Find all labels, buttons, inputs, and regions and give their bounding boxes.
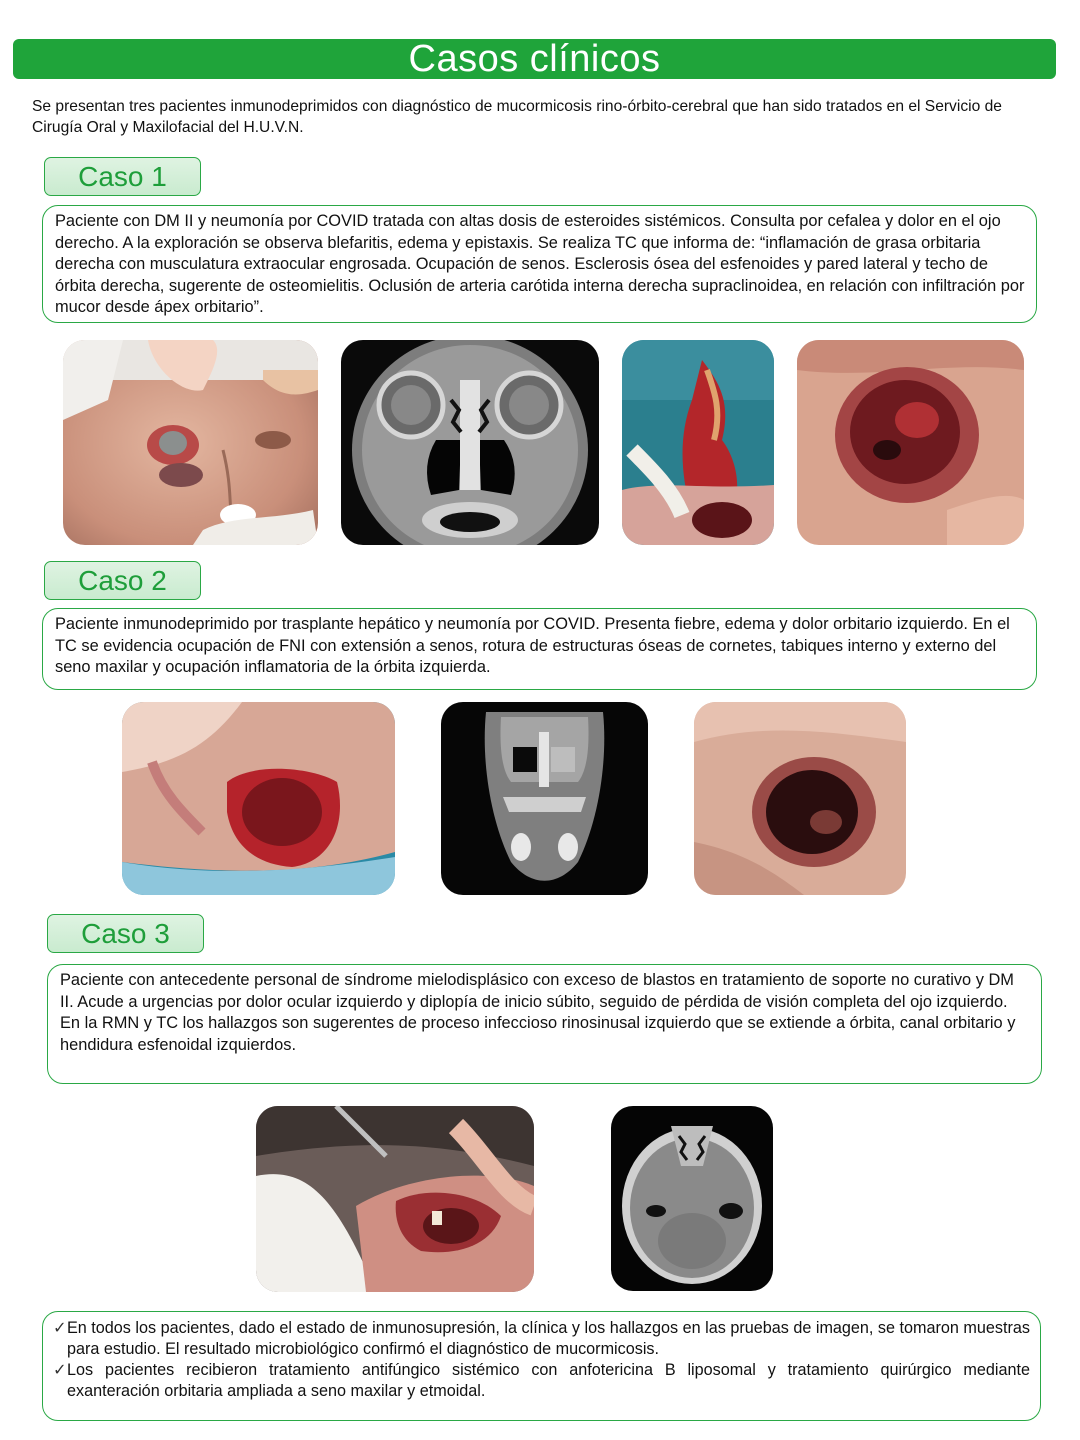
case-3-ct-scan xyxy=(611,1106,773,1291)
case-1-ct-scan xyxy=(341,340,599,545)
page-title: Casos clínicos xyxy=(13,39,1056,79)
conclusion-item xyxy=(53,1360,1030,1402)
conclusion-text: Los pacientes recibieron tratamiento antifúngico sistémico con anfotericina B liposomal y tratamiento quirúrgico mediante exanteración orbitaria ampliada a seno maxilar y etmoidal. xyxy=(67,1361,1030,1400)
case-3-surgery-photo xyxy=(256,1106,534,1292)
case-3-label: Caso 3 xyxy=(47,914,204,953)
check-icon: ✓ xyxy=(53,1319,67,1337)
case-1-label: Caso 1 xyxy=(44,157,201,196)
case-1-text: Paciente con DM II y neumonía por COVID tratada con altas dosis de esteroides sistémicos. Consulta por cefalea y dolor en el ojo derecho. A la exploración se observa blefaritis, edema y epistaxis. Se realiza TC que informa de: “inflamación de grasa orbitaria derecha con musculatura extraocular engrosada. Ocupación de senos. Esclerosis ósea del esfenoides y pared lateral y techo de órbita derecha, sugerente de osteomielitis. Oclusión de arteria carótida interna derecha supraclinoidea, en relación con infiltración por mucor desde ápex orbitario”. xyxy=(42,205,1037,323)
case-2-healed-photo xyxy=(694,702,906,895)
case-2-text: Paciente inmunodeprimido por trasplante hepático y neumonía por COVID. Presenta fiebre, edema y dolor orbitario izquierdo. En el TC se evidencia ocupación de FNI con extensión a senos, rotura de estructuras óseas de cornetes, tabiques interno y externo del seno maxilar y ocupación inflamatoria de la órbita izquierda. xyxy=(42,608,1037,690)
case-2-wound-photo xyxy=(122,702,395,895)
conclusion-item xyxy=(53,1318,1030,1360)
case-1-surgery-photo xyxy=(622,340,774,545)
intro-text: Se presentan tres pacientes inmunodeprimidos con diagnóstico de mucormicosis rino-órbito-cerebral que han sido tratados en el Servicio de Cirugía Oral y Maxilofacial del H.U.V.N. xyxy=(32,98,1002,136)
case-2-ct-scan xyxy=(441,702,648,895)
conclusion-text: En todos los pacientes, dado el estado de inmunosupresión, la clínica y los hallazgos en las pruebas de imagen, se tomaron muestras para estudio. El resultado microbiológico confirmó el diagnóstico de mucormicosis. xyxy=(67,1319,1030,1358)
case-1-wound-photo xyxy=(797,340,1024,545)
case-2-label: Caso 2 xyxy=(44,561,201,600)
conclusions-box xyxy=(42,1311,1041,1421)
case-3-text: Paciente con antecedente personal de síndrome mielodisplásico con exceso de blastos en tratamiento de soporte no curativo y DM II. Acude a urgencias por dolor ocular izquierdo y diplopía de inicio súbito, seguido de pérdida de visión completa del ojo izquierdo. En la RMN y TC los hallazgos son sugerentes de proceso infeccioso rinosinusal izquierdo que se extiende a órbita, canal orbitario y hendidura esfenoidal izquierdos. xyxy=(47,964,1042,1084)
case-1-patient-photo xyxy=(63,340,318,545)
check-icon: ✓ xyxy=(53,1361,67,1379)
